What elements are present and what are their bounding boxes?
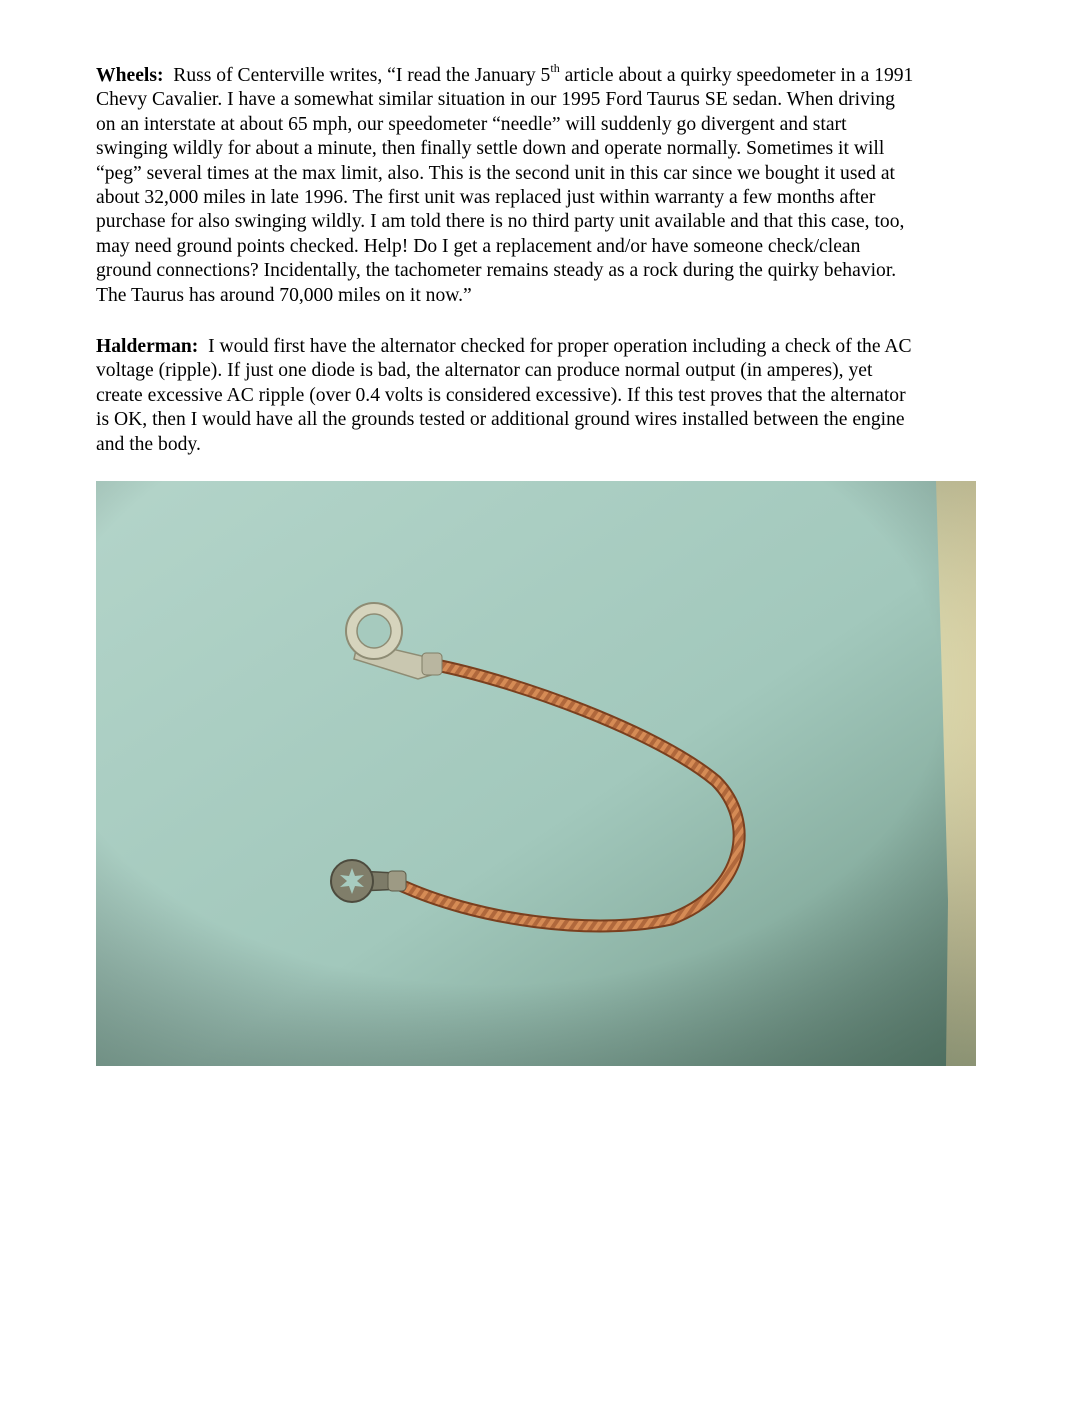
letter-line: The Taurus has around 70,000 miles on it now.” xyxy=(96,284,472,306)
ground-strap-photo-image xyxy=(96,481,976,1066)
ground-strap-photo xyxy=(96,481,976,1066)
speaker-label-halderman: Halderman: xyxy=(96,336,199,357)
letter-line: purchase for also swinging wildly. I am told there is no third party unit available and that this case, too, xyxy=(96,211,905,233)
letter-line: on an interstate at about 65 mph, our speedometer “needle” will suddenly go divergent and start xyxy=(96,113,847,135)
letter-line-1 xyxy=(96,61,996,88)
reader-letter xyxy=(96,61,996,308)
answer-line-1 xyxy=(96,335,996,359)
answer-line: create excessive AC ripple (over 0.4 volts is considered excessive). If this test proves that the alternator xyxy=(96,384,906,406)
letter-line: ground connections? Incidentally, the tachometer remains steady as a rock during the quirky behavior. xyxy=(96,260,897,282)
letter-line: “peg” several times at the max limit, also. This is the second unit in this car since we bought it used at xyxy=(96,162,895,184)
letter-text-start: Russ of Centerville writes, “I read the January 5 xyxy=(173,65,551,86)
ordinal-superscript: th xyxy=(550,61,560,76)
answer-text-start: I would first have the alternator checked for proper operation including a check of the AC xyxy=(208,336,912,357)
photo-vignette xyxy=(96,481,976,1066)
letter-line: may need ground points checked. Help! Do I get a replacement and/or have someone check/clean xyxy=(96,235,861,257)
speaker-label-wheels: Wheels: xyxy=(96,65,164,86)
answer-line: voltage (ripple). If just one diode is bad, the alternator can produce normal output (in amperes), yet xyxy=(96,360,873,382)
letter-line: about 32,000 miles in late 1996. The first unit was replaced just within warranty a few months after xyxy=(96,187,876,209)
letter-line: swinging wildly for about a minute, then finally settle down and operate normally. Sometimes it will xyxy=(96,138,885,160)
expert-answer xyxy=(96,335,996,457)
answer-line: is OK, then I would have all the grounds tested or additional ground wires installed between the engine xyxy=(96,409,905,431)
answer-line: and the body. xyxy=(96,433,201,455)
letter-line: Chevy Cavalier. I have a somewhat similar situation in our 1995 Ford Taurus SE sedan. When driving xyxy=(96,89,895,111)
letter-text-continue: article about a quirky speedometer in a 1991 xyxy=(559,65,914,86)
